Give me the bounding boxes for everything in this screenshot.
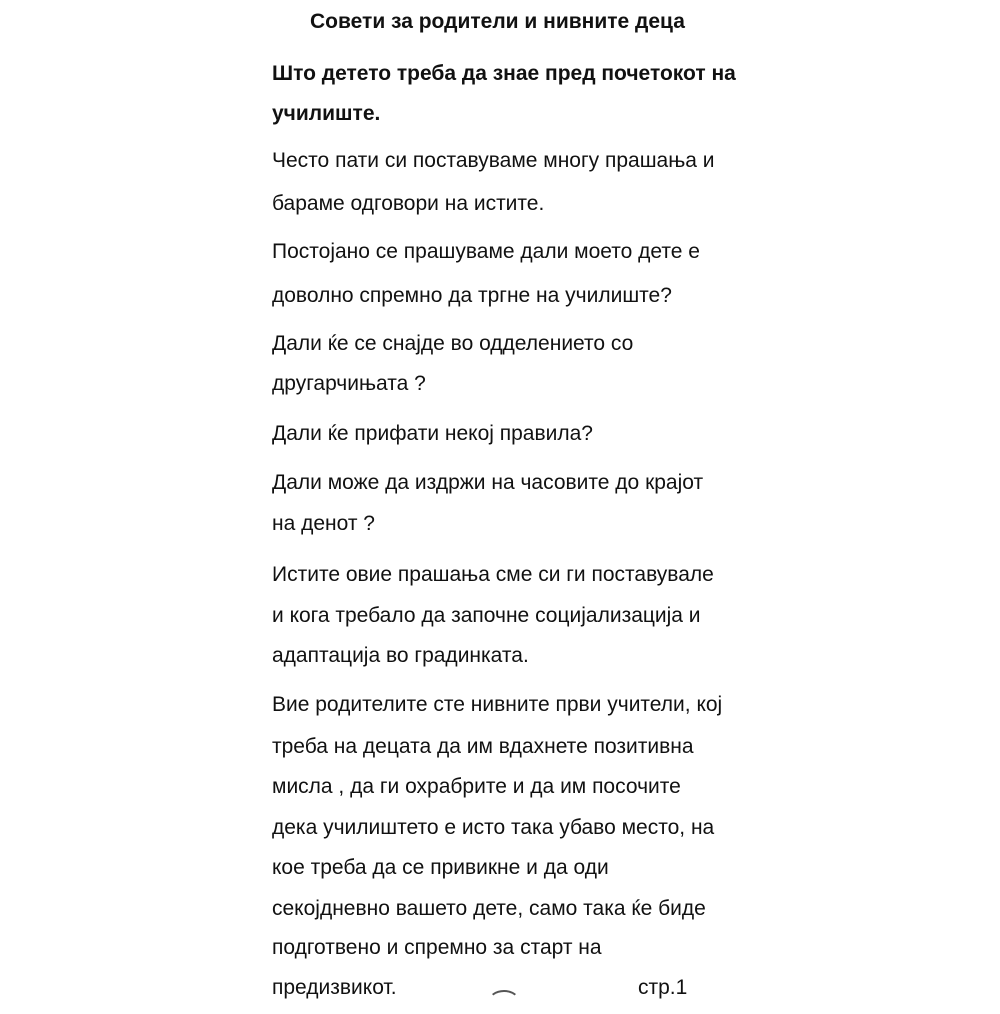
paragraph-7-line-5: кое треба да се привикне и да оди — [272, 856, 609, 879]
paragraph-3-line-2: другарчињата ? — [272, 372, 426, 395]
paragraph-7-line-2: треба на децата да им вдахнете позитивна — [272, 735, 694, 758]
paragraph-2-line-2: доволно спремно да тргне на училиште? — [272, 284, 672, 307]
paragraph-1-line-1: Често пати си поставуваме многу прашања и — [272, 149, 715, 172]
paragraph-7-line-6: секојдневно вашето дете, само така ќе биде — [272, 897, 706, 920]
paragraph-3-line-1: Дали ќе се снајде во одделението со — [272, 332, 634, 355]
paragraph-4-line-1: Дали ќе прифати некој правила? — [272, 422, 593, 445]
paragraph-2-line-1: Постојано се прашуваме дали моето дете е — [272, 240, 700, 263]
paragraph-1-line-2: бараме одговори на истите. — [272, 192, 545, 215]
paragraph-7-line-1: Вие родителите сте нивните први учители, кој — [272, 693, 723, 716]
paragraph-5-line-1: Дали може да издржи на часовите до крајот — [272, 471, 704, 494]
paragraph-6-line-3: адаптација во градинката. — [272, 644, 529, 667]
paragraph-6-line-1: Истите овие прашања сме си ги поставувале — [272, 563, 714, 586]
heading-line-1: Што детето треба да знае пред почетокот на — [272, 62, 736, 85]
paragraph-7-line-7: подготвено и спремно за старт на — [272, 936, 602, 959]
document-title: Совети за родители и нивните деца — [310, 10, 685, 33]
paragraph-5-line-2: на денот ? — [272, 512, 375, 535]
heading-line-2: училиште. — [272, 102, 381, 125]
paragraph-6-line-2: и кога требало да започне социјализација и — [272, 604, 701, 627]
paragraph-7-line-4: дека училиштето е исто така убаво место, на — [272, 816, 715, 839]
paragraph-7-line-8: предизвикот. — [272, 976, 397, 999]
paragraph-7-line-3: мисла , да ги охрабрите и да им посочите — [272, 775, 681, 798]
page-curl-mark — [488, 990, 520, 1014]
page-number: стр.1 — [638, 976, 688, 999]
